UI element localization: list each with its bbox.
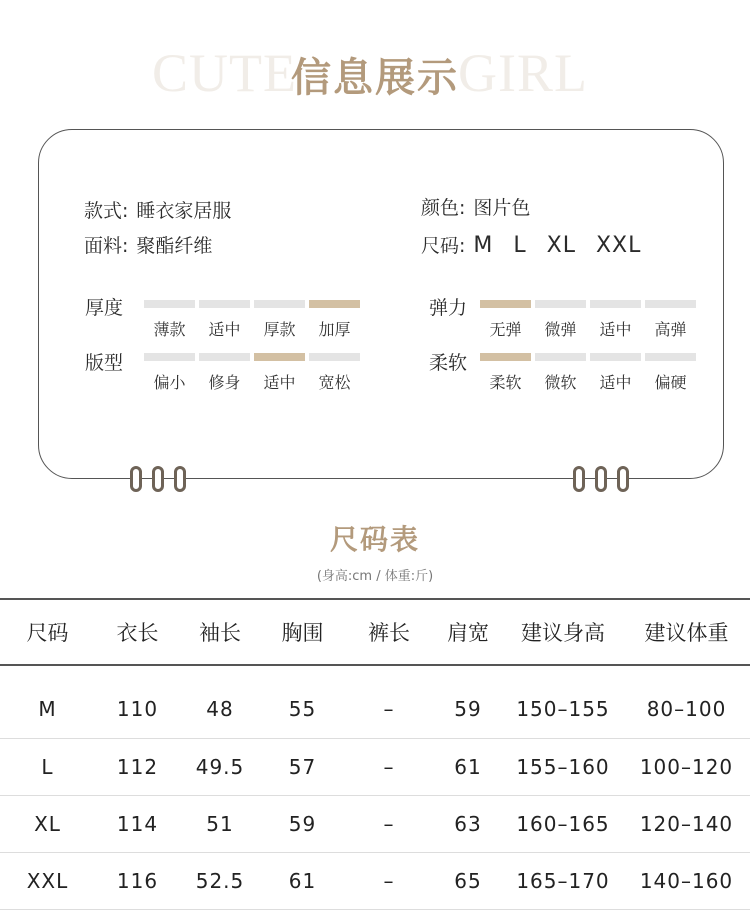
table-cell: 61	[260, 853, 345, 910]
table-cell: –	[345, 739, 433, 796]
scale-segment	[535, 353, 586, 361]
table-cell: 63	[433, 796, 503, 853]
thickness-label: 厚度	[85, 297, 124, 319]
table-cell: 59	[260, 796, 345, 853]
table-header-row	[0, 599, 750, 665]
info-card	[38, 129, 724, 479]
ring-icon	[617, 466, 629, 492]
scale-option: 微弹	[544, 320, 577, 339]
table-cell: 150–155	[503, 665, 623, 739]
ring-icon	[174, 466, 186, 492]
table-cell: –	[345, 665, 433, 739]
thickness-options	[144, 317, 360, 340]
table-cell: 116	[95, 853, 180, 910]
size-table	[0, 598, 750, 910]
table-cell: 52.5	[180, 853, 260, 910]
table-cell: M	[0, 665, 95, 739]
scale-option: 修身	[208, 373, 241, 392]
scale-option: 偏小	[153, 373, 186, 392]
table-cell: XL	[0, 796, 95, 853]
table-row	[0, 739, 750, 796]
column-header: 袖长	[180, 599, 260, 665]
scale-option: 柔软	[489, 373, 522, 392]
scale-segment	[309, 300, 360, 308]
style-label: 款式:	[84, 200, 129, 222]
table-cell: 112	[95, 739, 180, 796]
scale-segment	[199, 300, 250, 308]
table-cell: –	[345, 853, 433, 910]
table-cell: 80–100	[623, 665, 750, 739]
elasticity-scale	[480, 300, 696, 308]
elasticity-label: 弹力	[429, 297, 468, 319]
scale-segment	[480, 353, 531, 361]
size-chart-subtitle: (身高:cm / 体重:斤)	[316, 569, 434, 584]
style-value: 睡衣家居服	[136, 200, 232, 222]
softness-label: 柔软	[429, 352, 468, 374]
scale-option: 加厚	[318, 320, 351, 339]
scale-segment	[144, 353, 195, 361]
scale-segment	[590, 300, 641, 308]
column-header: 肩宽	[433, 599, 503, 665]
scale-option: 厚款	[263, 320, 296, 339]
fabric-value: 聚酯纤维	[136, 235, 213, 257]
ring-icon	[152, 466, 164, 492]
scale-segment	[254, 300, 305, 308]
scale-segment	[199, 353, 250, 361]
fit-scale	[144, 353, 360, 361]
elasticity-options	[480, 317, 696, 340]
scale-segment	[480, 300, 531, 308]
table-cell: 110	[95, 665, 180, 739]
table-cell: L	[0, 739, 95, 796]
color-label: 颜色:	[421, 197, 466, 219]
table-cell: 49.5	[180, 739, 260, 796]
table-cell: 65	[433, 853, 503, 910]
column-header: 建议体重	[623, 599, 750, 665]
size-label: 尺码:	[421, 235, 466, 257]
table-cell: 165–170	[503, 853, 623, 910]
table-cell: 57	[260, 739, 345, 796]
scale-option: 无弹	[489, 320, 522, 339]
column-header: 建议身高	[503, 599, 623, 665]
size-row	[421, 231, 641, 258]
ring-icon	[573, 466, 585, 492]
table-cell: 100–120	[623, 739, 750, 796]
thickness-scale	[144, 300, 360, 308]
column-header: 衣长	[95, 599, 180, 665]
scale-option: 适中	[599, 320, 632, 339]
scale-option: 适中	[263, 373, 296, 392]
table-cell: –	[345, 796, 433, 853]
ring-icon	[130, 466, 142, 492]
fabric-label: 面料:	[84, 235, 129, 257]
table-cell: XXL	[0, 853, 95, 910]
table-cell: 51	[180, 796, 260, 853]
scale-segment	[645, 300, 696, 308]
fit-options	[144, 370, 360, 393]
scale-segment	[254, 353, 305, 361]
binder-rings-left	[130, 466, 186, 492]
table-cell: 160–165	[503, 796, 623, 853]
table-row	[0, 796, 750, 853]
style-row	[84, 196, 231, 223]
table-row	[0, 853, 750, 910]
scale-segment	[645, 353, 696, 361]
color-value: 图片色	[473, 197, 531, 219]
scale-segment	[590, 353, 641, 361]
table-cell: 55	[260, 665, 345, 739]
table-cell: 114	[95, 796, 180, 853]
column-header: 胸围	[260, 599, 345, 665]
size-value: M L XL XXL	[473, 233, 642, 258]
fabric-row	[84, 231, 212, 258]
scale-segment	[144, 300, 195, 308]
binder-rings-right	[573, 466, 629, 492]
column-header: 尺码	[0, 599, 95, 665]
fit-label: 版型	[85, 352, 124, 374]
softness-scale	[480, 353, 696, 361]
scale-option: 适中	[208, 320, 241, 339]
size-chart-title: 尺码表	[329, 523, 420, 556]
scale-option: 薄款	[153, 320, 186, 339]
table-cell: 48	[180, 665, 260, 739]
ring-icon	[595, 466, 607, 492]
table-row	[0, 665, 750, 739]
table-cell: 59	[433, 665, 503, 739]
table-cell: 140–160	[623, 853, 750, 910]
table-cell: 61	[433, 739, 503, 796]
scale-option: 偏硬	[654, 373, 687, 392]
color-row	[421, 193, 530, 220]
background-word-right: GIRL	[458, 43, 588, 103]
column-header: 裤长	[345, 599, 433, 665]
table-cell: 155–160	[503, 739, 623, 796]
scale-option: 微软	[544, 373, 577, 392]
table-cell: 120–140	[623, 796, 750, 853]
softness-options	[480, 370, 696, 393]
background-word-left: CUTE	[152, 43, 297, 103]
scale-segment	[535, 300, 586, 308]
scale-option: 高弹	[654, 320, 687, 339]
scale-segment	[309, 353, 360, 361]
scale-option: 宽松	[318, 373, 351, 392]
scale-option: 适中	[599, 373, 632, 392]
section-title-info: 信息展示	[291, 55, 459, 101]
